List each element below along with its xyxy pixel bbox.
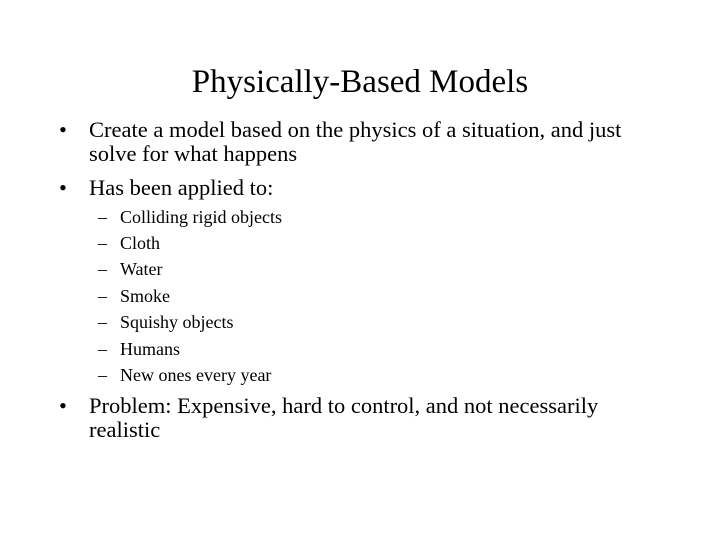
bullet-item [0,394,720,444]
sub-list-text: Smoke [120,286,171,306]
sub-list-item [0,206,720,228]
slide-title: Physically-Based Models [191,64,529,100]
bullet-text: Create a model based on the physics of a situation, and just solve for what happens [89,117,622,166]
dash-marker: – [98,233,107,253]
bullet-marker: • [59,175,67,200]
dash-marker: – [98,312,107,332]
dash-marker: – [98,207,107,227]
sub-list-item [0,338,720,360]
sub-list-item [0,311,720,333]
bullet-marker: • [59,393,67,418]
sub-list-item [0,364,720,386]
dash-marker: – [98,286,107,306]
bullet-item [0,176,720,202]
dash-marker: – [98,365,107,385]
sub-list-item [0,258,720,280]
sub-list-text: Cloth [120,233,161,253]
dash-marker: – [98,339,107,359]
sub-list-text: New ones every year [120,365,272,385]
sub-list-text: Water [120,259,163,279]
bullet-text: Problem: Expensive, hard to control, and not necessarily realistic [89,393,599,442]
bullet-item [0,118,720,168]
sub-list-text: Colliding rigid objects [120,207,282,227]
sub-list-text: Squishy objects [120,312,234,332]
bullet-text: Has been applied to: [89,175,274,200]
sub-list-item [0,232,720,254]
dash-marker: – [98,259,107,279]
sub-list-text: Humans [120,339,180,359]
sub-list-item [0,285,720,307]
bullet-marker: • [59,117,67,142]
